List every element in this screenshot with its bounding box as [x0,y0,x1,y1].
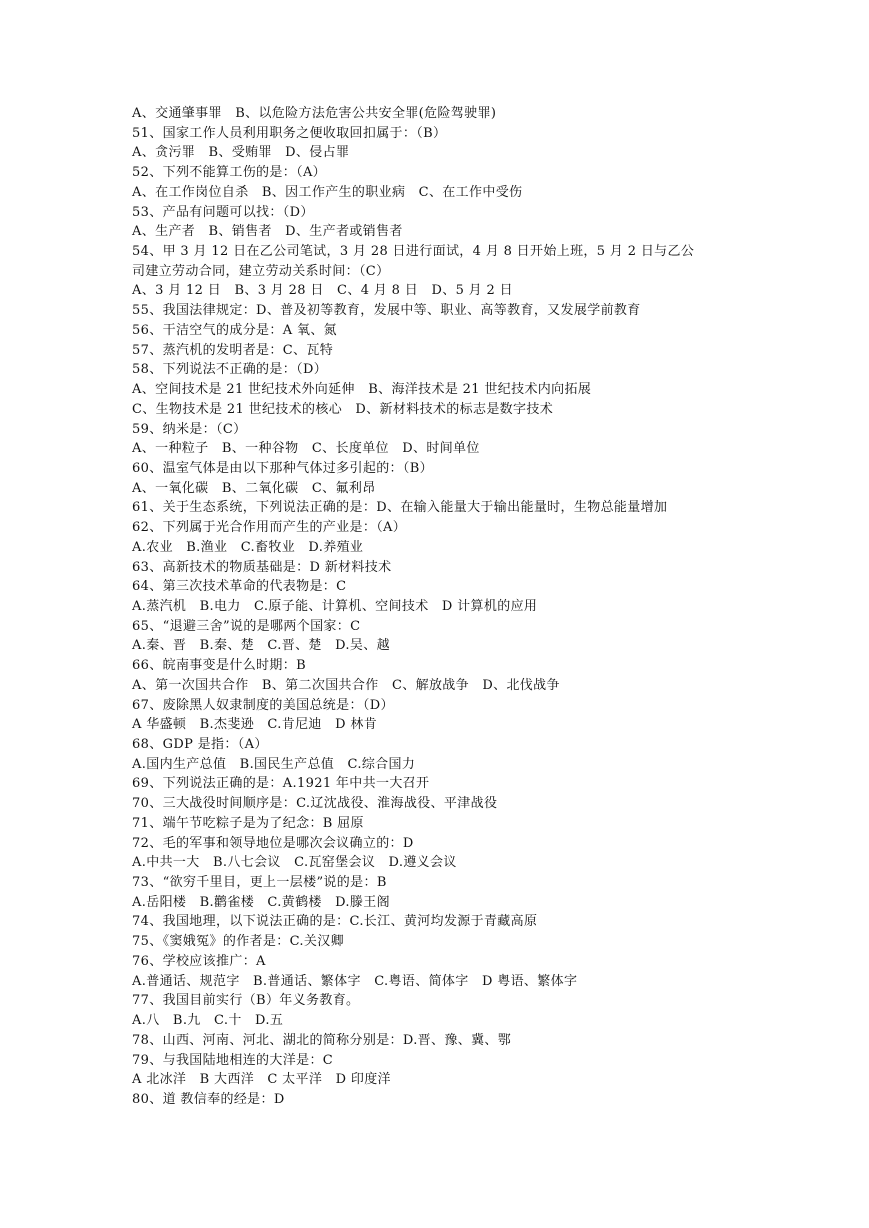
text-line: A、第一次国共合作 B、第二次国共合作 C、解放战争 D、北伐战争 [132,677,560,693]
text-line: 63、高新技术的物质基础是：D 新材料技术 [132,559,392,575]
text-line: A.蒸汽机 B.电力 C.原子能、计算机、空间技术 D 计算机的应用 [132,598,538,614]
text-line: 65、“退避三舍”说的是哪两个国家：C [132,618,361,634]
text-line: 73、“欲穷千里目，更上一层楼”说的是：B [132,875,387,891]
text-line: 78、山西、河南、河北、湖北的简称分别是：D.晋、豫、冀、鄂 [132,1032,512,1048]
text-line: 司建立劳动合同，建立劳动关系时间：（C） [132,263,390,279]
text-line: A.国内生产总值 B.国民生产总值 C.综合国力 [132,756,416,772]
text-line: A、交通肇事罪 B、以危险方法危害公共安全罪(危险驾驶罪) [132,106,497,121]
text-line: A.八 B.九 C.十 D.五 [132,1013,284,1029]
text-line: A、空间技术是 21 世纪技术外向延伸 B、海洋技术是 21 世纪技术内向拓展 [132,382,592,398]
text-line: A.中共一大 B.八七会议 C.瓦窑堡会议 D.遵义会议 [132,855,457,871]
text-line: 72、毛的军事和领导地位是哪次会议确立的：D [132,835,414,851]
text-line: 54、甲 3 月 12 日在乙公司笔试，3 月 28 日进行面试，4 月 8 日开始上班，5 月 2 日与乙公 [132,244,695,260]
text-line: 56、干洁空气的成分是：A 氧、氮 [132,322,338,338]
text-line: C、生物技术是 21 世纪技术的核心 D、新材料技术的标志是数字技术 [132,401,554,417]
text-line: A、3 月 12 日 B、3 月 28 日 C、4 月 8 日 D、5 月 2 日 [132,283,513,299]
text-line: 59、纳米是：（C） [132,421,247,437]
text-line: 79、与我国陆地相连的大洋是：C [132,1052,334,1068]
text-line: A、一种粒子 B、一种谷物 C、长度单位 D、时间单位 [132,441,480,457]
text-line: 55、我国法律规定：D、普及初等教育，发展中等、职业、高等教育，又发展学前教育 [132,303,641,319]
text-line: 69、下列说法正确的是：A.1921 年中共一大召开 [132,776,430,792]
text-line: 71、端午节吃粽子是为了纪念：B 屈原 [132,815,364,831]
text-line: A.秦、晋 B.秦、楚 C.晋、楚 D.吴、越 [132,638,390,654]
text-line: 53、产品有问题可以找：（D） [132,204,314,220]
text-line: 80、道 教信奉的经是：D [132,1091,285,1107]
text-line: A.农业 B.渔业 C.畜牧业 D.养殖业 [132,539,364,555]
text-line: 57、蒸汽机的发明者是：C、瓦特 [132,342,334,358]
text-line: A、在工作岗位自杀 B、因工作产生的职业病 C、在工作中受伤 [132,184,523,200]
text-line: A、贪污罪 B、受贿罪 D、侵占罪 [132,145,350,161]
text-line: 74、我国地理，以下说法正确的是：C.长江、黄河均发源于青藏高原 [132,914,538,930]
text-line: 60、温室气体是由以下那种气体过多引起的：（B） [132,460,433,476]
text-line: 75、《窦娥冤》的作者是：C.关汉卿 [132,934,344,950]
text-line: 61、关于生态系统，下列说法正确的是：D、在输入能量大于输出能量时，生物总能量增加 [132,500,668,516]
text-line: 62、下列属于光合作用而产生的产业是：（A） [132,520,407,536]
text-line: A.普通话、规范字 B.普通话、繁体字 C.粤语、简体字 D 粤语、繁体字 [132,973,578,989]
text-line: A 北冰洋 B 大西洋 C 太平洋 D 印度洋 [132,1072,391,1088]
text-line: A 华盛顿 B.杰斐逊 C.肯尼迪 D 林肯 [132,717,378,733]
text-line: 52、下列不能算工伤的是：（A） [132,165,327,181]
text-line: 76、学校应该推广：A [132,953,266,969]
text-line: 70、三大战役时间顺序是：C.辽沈战役、淮海战役、平津战役 [132,796,498,812]
text-line: 51、国家工作人员利用职务之便收取回扣属于：（B） [132,125,447,141]
text-line: 67、废除黑人奴隶制度的美国总统是：（D） [132,697,394,713]
text-line: 77、我国目前实行（B）年义务教育。 [132,993,360,1009]
text-line: 64、第三次技术革命的代表物是：C [132,579,347,595]
document-body [132,104,752,1110]
text-line: A、生产者 B、销售者 D、生产者或销售者 [132,224,403,240]
text-line: 68、GDP 是指：（A） [132,737,268,752]
text-line: 66、皖南事变是什么时期：B [132,658,306,674]
text-line: 58、下列说法不正确的是：（D） [132,362,328,378]
text-line: A.岳阳楼 B.鹳雀楼 C.黄鹤楼 D.滕王阁 [132,894,390,910]
text-line: A、一氧化碳 B、二氧化碳 C、氟利昂 [132,480,376,496]
